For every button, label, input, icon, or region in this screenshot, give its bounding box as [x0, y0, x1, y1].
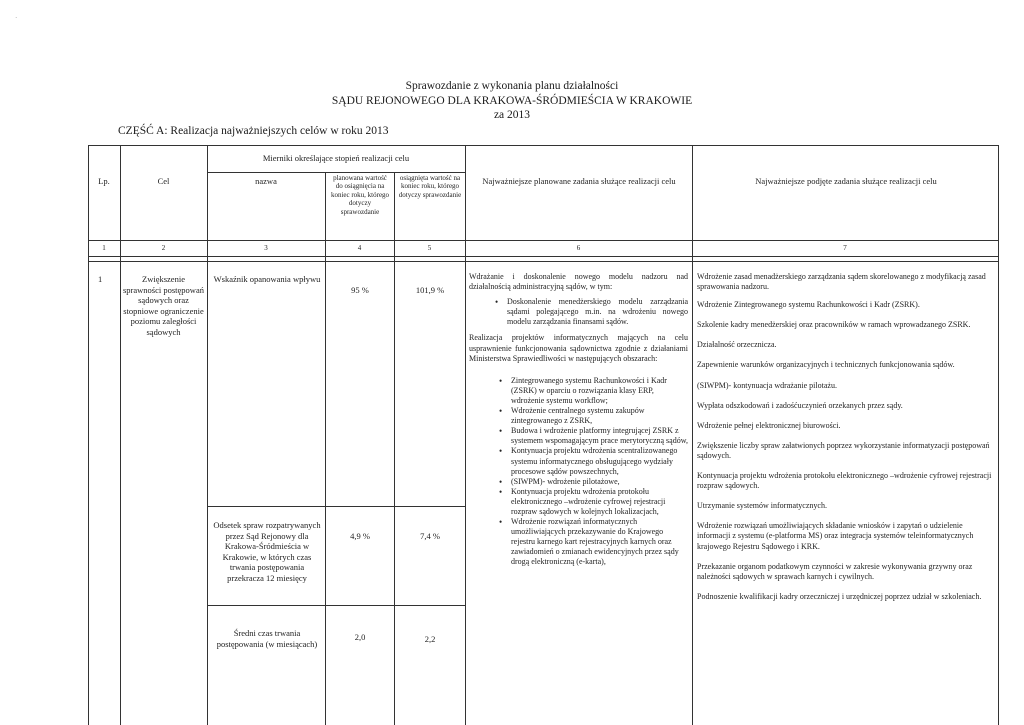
col-number: 5 — [427, 244, 432, 252]
list-item: Zapewnienie warunków organizacyjnych i technicznych funkcjonowania sądów. — [697, 360, 955, 370]
list-item: Działalność orzecznicza. — [697, 340, 777, 350]
row-goal: Zwiększenie sprawności postępowań sądowych oraz stopniowe ograniczenie poziomu zaległości sądowych — [123, 274, 204, 337]
list-item: Podnoszenie kwalifikacji kadry orzeczniczej i urzędniczej poprzez udział w szkoleniach. — [697, 591, 982, 601]
list-item: Przekazanie organom podatkowym czynności w zakresie wykonywania grzywny oraz należności sądowych w sprawach karnych i cywilnych. — [697, 561, 973, 581]
planned-para2: Realizacja projektów informatycznych mających na celu usprawnienie funkcjonowania sądownictwa zgodnie z działaniami Ministerstwa Sprawiedliwości w następujących obszarach: — [469, 333, 688, 363]
col-number: 3 — [264, 244, 268, 252]
header-nazwa: nazwa — [255, 176, 277, 186]
measure-achieved: 7,4 % — [420, 531, 440, 541]
report-year: za 2013 — [493, 109, 531, 121]
list-item: Kontynuacja projektu wdrożenia protokołu elektronicznego –wdrożenie cyfrowej rejestracji rozpraw sądowych. — [697, 471, 992, 491]
list-item: Wdrożenie zasad menadżerskiego zarządzania sądem skorelowanego z modyfikacją zasad sprawowania nadzoru. — [697, 272, 986, 292]
measure-planned: 2,0 — [354, 632, 366, 642]
measure-planned: 95 % — [351, 285, 369, 295]
header-mierniki: Mierniki określające stopień realizacji celu — [262, 153, 410, 163]
col-number: 2 — [161, 244, 166, 252]
planned-bullets-1 — [493, 297, 688, 327]
col-number: 4 — [357, 244, 362, 252]
planned-tasks — [469, 272, 688, 568]
col-number: 7 — [843, 244, 847, 252]
list-item: • Wdrożenie centralnego systemu zakupów zintegrowanego z ZSRK, — [511, 406, 688, 426]
court-name: SĄDU REJONOWEGO DLA KRAKOWA-ŚRÓDMIEŚCIA W KRAKOWIE — [331, 95, 693, 107]
report-title: Sprawozdanie z wykonania planu działalności — [405, 80, 619, 92]
list-item: • Kontynuacja projektu wdrożenia protokołu elektronicznego –wdrożenie cyfrowej rejestracji rozpraw sądowych w kolejnych lokalizacjach, — [511, 487, 688, 517]
planned-intro: Wdrażanie i doskonalenie nowego modelu nadzoru nad działalnością administracyjną sądów, w tym: — [469, 272, 688, 292]
part-heading: CZĘŚĆ A: Realizacja najważniejszych celów w roku 2013 — [118, 125, 389, 137]
measure-name: Odsetek spraw rozpatrywanych przez Sąd Rejonowy dla Krakowa-Śródmieścia w Krakowie, w których czas trwania postępowania przekracza 12 miesięcy — [213, 520, 321, 583]
list-item: • Doskonalenie menedżerskiego modelu zarządzania sądami polegającego m.in. na wdrożeniu nowego modelu zarządzania finansami sądów. — [507, 297, 688, 327]
measure-name: Wskaźnik opanowania wpływu — [213, 274, 321, 284]
col-number: 6 — [576, 244, 581, 252]
list-item: Wypłata odszkodowań i zadośćuczynień orzekanych przez sądy. — [697, 400, 903, 410]
header-planowane-zadania: Najważniejsze planowane zadania służące realizacji celu — [482, 176, 676, 186]
measure-achieved: 2,2 — [424, 634, 436, 644]
list-item: • Wdrożenie rozwiązań informatycznych umożliwiających przekazywanie do Krajowego rejestru karnego kart rejestracyjnych karnych oraz zawiadomień o zmianach ewidencyjnych przez sądy drogą elektroniczną (e-karta), — [511, 517, 688, 567]
list-item: Zwiększenie liczby spraw załatwionych poprzez wykorzystanie informatyzacji postępowań sądowych. — [697, 440, 990, 460]
planned-bullets-2 — [497, 376, 688, 568]
measure-name: Średni czas trwania postępowania (w miesiącach) — [216, 628, 318, 649]
list-item: • (SIWPM)- wdrożenie pilotażowe, — [511, 477, 688, 487]
measure-achieved: 101,9 % — [415, 285, 445, 295]
list-item: Szkolenie kadry menedżerskiej oraz pracowników w ramach wprowadzanego ZSRK. — [697, 320, 971, 330]
header-lp: Lp. — [98, 176, 110, 186]
list-item: • Budowa i wdrożenie platformy integrującej ZSRK z systemem wspomagającym prace merytoryczną sądów, — [511, 426, 688, 446]
list-item: • Kontynuacja projektu wdrożenia scentralizowanego systemu informatycznego obsługującego wydziały procesowe sądów powszechnych, — [511, 446, 688, 476]
header-planowana: planowana wartość do osiągnięcia na koniec roku, którego dotyczy sprawozdanie — [330, 174, 390, 216]
list-item: Wdrożenie Zintegrowanego systemu Rachunkowości i Kadr (ZSRK). — [697, 300, 920, 310]
scan-mark: · — [15, 14, 18, 22]
header-osiagnieta: osiągnięta wartość na koniec roku, którego dotyczy sprawozdanie — [398, 174, 462, 199]
measure-planned: 4,9 % — [350, 531, 370, 541]
col-number: 1 — [102, 244, 106, 252]
header-podjete-zadania: Najważniejsze podjęte zadania służące realizacji celu — [755, 176, 937, 186]
row-lp: 1 — [98, 274, 103, 284]
header-cel: Cel — [157, 176, 170, 186]
list-item: Wdrożenie rozwiązań umożliwiających składanie wniosków i zapytań o udzielenie informacji z systemu (e-platforma MS) oraz integracja systemów teleinformatycznych krajowego Rejestru Sądowego i KRK. — [697, 521, 974, 551]
undertaken-tasks — [697, 272, 993, 607]
list-item: Utrzymanie systemów informatycznych. — [697, 501, 827, 511]
list-item: Wdrożenie pełnej elektronicznej biurowości. — [697, 420, 841, 430]
list-item: • Zintegrowanego systemu Rachunkowości i Kadr (ZSRK) w oparciu o rozwiązania klasy ERP, wdrożenie systemu workflow; — [511, 376, 688, 406]
list-item: (SIWPM)- kontynuacja wdrażanie pilotażu. — [697, 380, 837, 390]
